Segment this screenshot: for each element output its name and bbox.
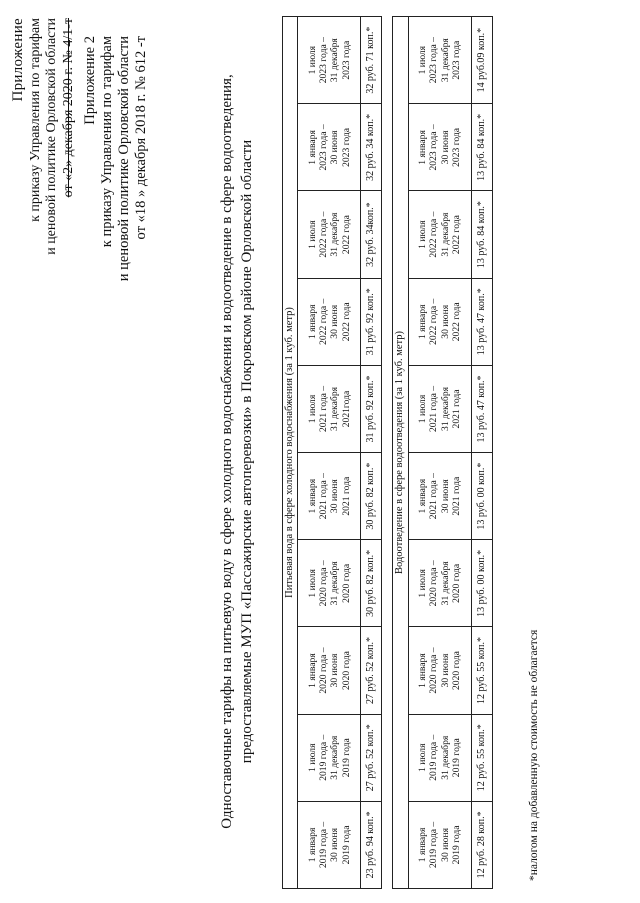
tariff-table-wrapper [282, 16, 493, 889]
period-cell [298, 191, 361, 278]
period-line: 2019 года [451, 738, 463, 778]
tariff-values-row [471, 17, 492, 889]
period-line: 2022 года [451, 215, 463, 255]
period-line: 30 июня [329, 304, 341, 339]
period-row [408, 17, 471, 889]
period-line: 2020 года [451, 563, 463, 603]
appendix-2-line-1: к приказу Управления по тарифам [99, 36, 116, 248]
period-line: 1 июля [306, 45, 318, 75]
period-line: 31 декабря [439, 386, 451, 431]
period-line: 30 июня [439, 653, 451, 688]
period-line: 31 декабря [329, 386, 341, 431]
period-line: 1 января [417, 478, 429, 514]
tariff-value-cell: 12 руб. 28 коп.* [471, 801, 492, 888]
tariff-value-cell: 12 руб. 55 коп.* [471, 714, 492, 801]
period-line: 2020 года – [428, 647, 440, 694]
period-line: 30 июня [439, 479, 451, 514]
period-cell [408, 365, 471, 452]
heading-line-2: предоставляемые МУП «Пассажирские автоперевозки» в Покровском районе Орловской области [238, 139, 255, 764]
period-line: 2021 года [340, 476, 352, 516]
period-line: 2021 года – [428, 473, 440, 520]
tariff-value-cell: 13 руб. 00 коп.* [471, 453, 492, 540]
tariff-value-cell: 31 руб. 92 коп.* [361, 278, 382, 365]
period-line: 31 декабря [329, 735, 341, 780]
period-line: 2019 года – [428, 821, 440, 868]
period-line: 2021 года [451, 476, 463, 516]
period-line: 2021 года – [318, 473, 330, 520]
tariff-value-cell: 27 руб. 52 коп.* [361, 714, 382, 801]
period-line: 1 июля [306, 220, 318, 249]
period-cell [408, 453, 471, 540]
period-line: 1 июля [306, 569, 318, 598]
period-cell [298, 627, 361, 714]
period-line: 2022 года – [428, 211, 440, 258]
period-line: 2019 года – [428, 734, 440, 781]
section-gap [382, 17, 393, 889]
period-line: 2023 года [340, 127, 352, 167]
period-cell [298, 278, 361, 365]
heading-line-1: Одноставочные тарифы на питьевую воду в сфере холодного водоснабжения и водоотведение в сфере водоотведения, [219, 74, 235, 829]
tariff-value-cell: 13 руб. 47 коп.* [471, 365, 492, 452]
appendix-title: Приложение [10, 18, 26, 102]
appendix-order-date: от «2» декабря 2020 г. № 4/1-т [60, 18, 76, 198]
period-line: 2021 года – [428, 385, 440, 433]
period-line: 2023 года – [318, 37, 330, 84]
period-line: 2019 года [340, 738, 352, 778]
appendix-2-title: Приложение 2 [82, 36, 98, 125]
period-cell [408, 627, 471, 714]
period-line: 2023 года – [428, 37, 440, 84]
period-line: 30 июня [439, 827, 451, 862]
period-line: 1 января [417, 827, 429, 863]
tariff-value-cell: 13 руб. 84 коп.* [471, 104, 492, 191]
period-cell [408, 104, 471, 191]
period-line: 1 января [417, 653, 429, 688]
appendix-line-1: к приказу Управления по тарифам [27, 18, 43, 222]
period-line: 31 декабря [329, 212, 341, 257]
period-line: 2020 года [451, 651, 463, 691]
period-cell [408, 540, 471, 627]
period-cell [408, 801, 471, 888]
period-line: 2022 года [340, 302, 352, 342]
period-line: 30 июня [329, 653, 341, 688]
period-row [298, 17, 361, 889]
section-gap-cell [382, 17, 393, 889]
period-cell [408, 191, 471, 278]
appendix-2-header [82, 36, 150, 281]
period-line: 30 июня [439, 304, 451, 339]
period-cell [298, 453, 361, 540]
period-line: 2022 года [451, 302, 463, 342]
section-title-row [393, 17, 408, 889]
period-line: 1 июля [306, 394, 318, 424]
tariff-value-cell: 12 руб. 55 коп.* [471, 627, 492, 714]
period-line: 2022 года – [318, 298, 330, 345]
period-line: 1 января [417, 130, 429, 165]
appendix-line-2: и ценовой политике Орловской области [44, 18, 60, 255]
period-line: 2022 года [340, 215, 352, 255]
period-cell [408, 714, 471, 801]
period-line: 2023 года [340, 40, 352, 80]
period-line: 2023 года – [428, 124, 440, 171]
period-line: 2023 года [451, 40, 463, 80]
period-cell [298, 801, 361, 888]
period-line: 2020 года – [428, 560, 440, 607]
period-line: 2022 года – [318, 211, 330, 258]
tariff-value-cell: 31 руб. 92 коп.* [361, 365, 382, 452]
period-line: 1 июля [417, 394, 429, 424]
section-title-row [283, 17, 298, 889]
period-line: 2021 года – [318, 385, 330, 433]
period-line: 1 июля [417, 569, 429, 598]
period-line: 30 июня [329, 827, 341, 862]
period-line: 2022 года – [428, 298, 440, 345]
period-line: 31 декабря [329, 561, 341, 606]
appendix-2-order-date: от «18 » декабря 2018 г. № 612 -т [133, 36, 150, 240]
period-line: 31 декабря [439, 561, 451, 606]
period-line: 1 января [306, 130, 318, 165]
period-line: 2020 года [340, 563, 352, 603]
period-line: 2019 года [451, 825, 463, 865]
period-line: 2019 года – [318, 734, 330, 781]
tariff-value-cell: 13 руб. 47 коп.* [471, 278, 492, 365]
period-line: 30 июня [329, 479, 341, 514]
period-line: 30 июня [439, 130, 451, 165]
tariff-value-cell: 32 руб. 34коп.* [361, 191, 382, 278]
period-cell [298, 540, 361, 627]
period-line: 31 декабря [439, 735, 451, 780]
tariff-value-cell: 27 руб. 52 коп.* [361, 627, 382, 714]
tariff-value-cell: 14 руб.09 коп.* [471, 17, 492, 104]
section-title: Питьевая вода в сфере холодного водоснабжения (за 1 куб. метр) [283, 17, 298, 889]
period-line: 30 июня [329, 130, 341, 165]
footnote: *налогом на добавленную стоимость не облагается [528, 629, 540, 881]
period-cell [298, 714, 361, 801]
period-cell [298, 104, 361, 191]
period-line: 1 января [306, 653, 318, 688]
period-cell [298, 17, 361, 104]
tariff-value-cell: 32 руб. 34 коп.* [361, 104, 382, 191]
tariff-value-cell: 30 руб. 82 коп.* [361, 540, 382, 627]
tariff-values-row [361, 17, 382, 889]
section-title: Водоотведение в сфере водоотведения (за 1 куб. метр) [393, 17, 408, 889]
period-line: 1 июля [417, 45, 429, 75]
period-line: 31 декабря [439, 212, 451, 257]
document-heading [218, 0, 257, 903]
period-line: 1 июля [306, 743, 318, 772]
tariff-value-cell: 13 руб. 00 коп.* [471, 540, 492, 627]
period-line: 2019 года – [318, 821, 330, 868]
period-line: 1 января [306, 827, 318, 863]
period-line: 31 декабря [329, 38, 341, 83]
period-line: 31 декабря [439, 38, 451, 83]
period-line: 1 июля [417, 743, 429, 772]
period-line: 1 января [306, 478, 318, 514]
period-line: 2021года [340, 390, 352, 428]
tariff-value-cell: 13 руб. 84 коп.* [471, 191, 492, 278]
period-line: 2023 года – [318, 124, 330, 171]
period-line: 2023 года [451, 127, 463, 167]
period-line: 1 января [306, 304, 318, 340]
period-line: 1 января [417, 304, 429, 340]
period-cell [408, 278, 471, 365]
period-line: 2021 года [451, 389, 463, 429]
period-cell [408, 17, 471, 104]
tariff-value-cell: 32 руб. 71 коп.* [361, 17, 382, 104]
tariff-value-cell: 30 руб. 82 коп.* [361, 453, 382, 540]
period-line: 2019 года [340, 825, 352, 865]
period-cell [298, 365, 361, 452]
period-line: 2020 года – [318, 560, 330, 607]
appendix-header [10, 18, 77, 255]
period-line: 1 июля [417, 220, 429, 249]
tariff-value-cell: 23 руб. 94 коп.* [361, 801, 382, 888]
tariff-table [282, 16, 493, 889]
period-line: 2020 года – [318, 647, 330, 694]
period-line: 2020 года [340, 651, 352, 691]
appendix-2-line-2: и ценовой политике Орловской области [116, 36, 133, 282]
